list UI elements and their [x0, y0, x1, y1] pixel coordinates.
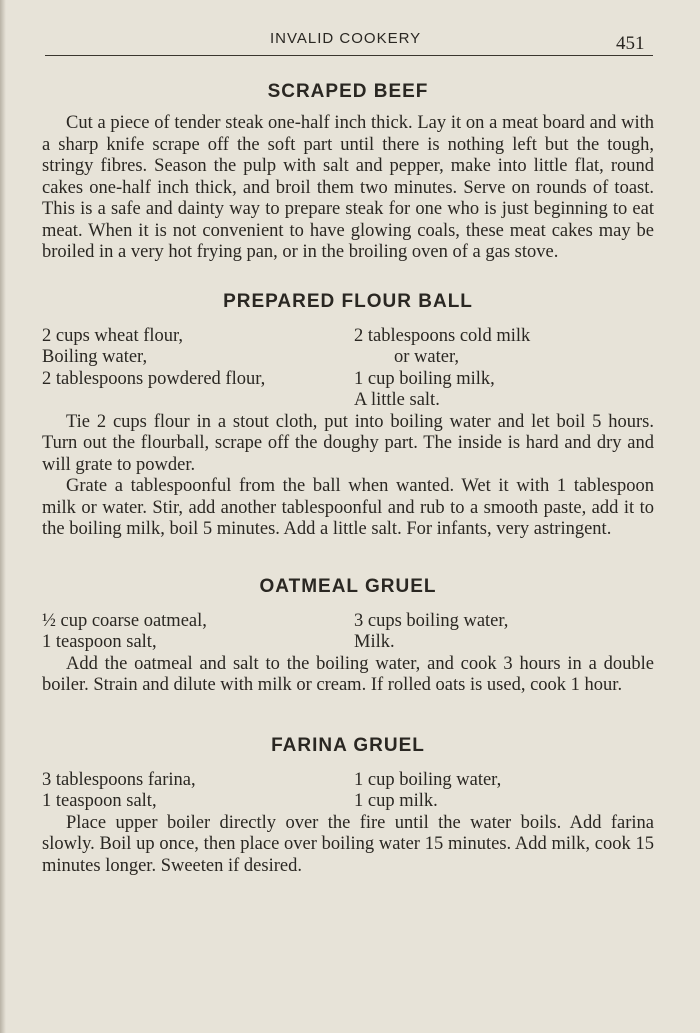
ingredient-column-right	[354, 611, 654, 654]
recipe-prepared-flour-ball	[42, 291, 654, 541]
page-body	[42, 76, 654, 877]
ingredient: ½ cup coarse oatmeal,	[42, 610, 207, 631]
ingredient-column-right	[354, 326, 654, 412]
running-head: INVALID COOKERY	[270, 30, 422, 47]
ingredient-column-left	[42, 770, 354, 813]
recipe-title: PREPARED FLOUR BALL	[223, 290, 473, 312]
ingredient: A little salt.	[354, 390, 440, 410]
recipe-directions: Place upper boiler directly over the fire until the water boils. Add farina slowly. Boil up once, then place over boiling water 15 minutes. Add milk, cook 15 minutes longer. Sweeten if desired.	[42, 812, 654, 876]
ingredient-list	[42, 770, 654, 813]
ingredient-column-left	[42, 611, 354, 654]
recipe-scraped-beef	[42, 76, 654, 264]
page-number: 451	[616, 33, 645, 54]
recipe-title: SCRAPED BEEF	[267, 81, 429, 102]
ingredient: 2 cups wheat flour,	[42, 325, 184, 346]
binding-shadow	[0, 0, 6, 1033]
ingredient-list	[42, 611, 654, 654]
ingredient: 1 cup boiling water,	[354, 769, 502, 790]
recipe-directions: Add the oatmeal and salt to the boiling water, and cook 3 hours in a double boiler. Strain and dilute with milk or cream. If rolled oats is used, cook 1 hour.	[42, 653, 654, 695]
recipe-directions: Tie 2 cups flour in a stout cloth, put into boiling water and let boil 5 hours. Turn out the flourball, scrape off the doughy part. The inside is hard and dry and will grate to powder.	[42, 411, 654, 475]
recipe-directions: Grate a tablespoonful from the ball when wanted. Wet it with 1 tablespoon milk or water. Stir, add another tablespoonful and rub to a smooth paste, add it to the boiling milk, boil 5 minutes. Add a little salt. For infants, very astringent.	[42, 476, 654, 539]
ingredient: 1 teaspoon salt,	[42, 791, 157, 811]
ingredient: 1 cup milk.	[354, 791, 438, 811]
ingredient-column-left	[42, 326, 354, 412]
recipe-directions: Cut a piece of tender steak one-half inch thick. Lay it on a meat board and with a sharp knife scrape off the soft part until there is nothing left but the tough, stringy fibres. Season the pulp with salt and pepper, make into little flat, round cakes one-half inch thick, and broil them two minutes. Serve on rounds of toast. This is a safe and dainty way to prepare steak for one who is just beginning to eat meat. When it is not convenient to have glowing coals, these meat cakes may be broiled in a very hot frying pan, or in the broiling oven of a gas stove.	[42, 113, 654, 262]
ingredient-list	[42, 326, 654, 412]
ingredient: 1 teaspoon salt,	[42, 632, 157, 652]
ingredient: 2 tablespoons cold milk	[354, 325, 531, 346]
ingredient: Boiling water,	[42, 347, 148, 367]
recipe-title: FARINA GRUEL	[271, 734, 425, 756]
recipe-farina-gruel	[42, 735, 654, 878]
recipe-oatmeal-gruel	[42, 576, 654, 697]
ingredient: Milk.	[354, 632, 395, 652]
ingredient: 1 cup boiling milk,	[354, 368, 495, 389]
ingredient: 3 cups boiling water,	[354, 610, 509, 631]
header-rule	[45, 55, 653, 56]
ingredient-column-right	[354, 770, 654, 813]
ingredient: or water,	[394, 347, 460, 367]
ingredient: 2 tablespoons powdered flour,	[42, 368, 266, 389]
ingredient: 3 tablespoons farina,	[42, 769, 196, 790]
recipe-title: OATMEAL GRUEL	[259, 575, 437, 597]
